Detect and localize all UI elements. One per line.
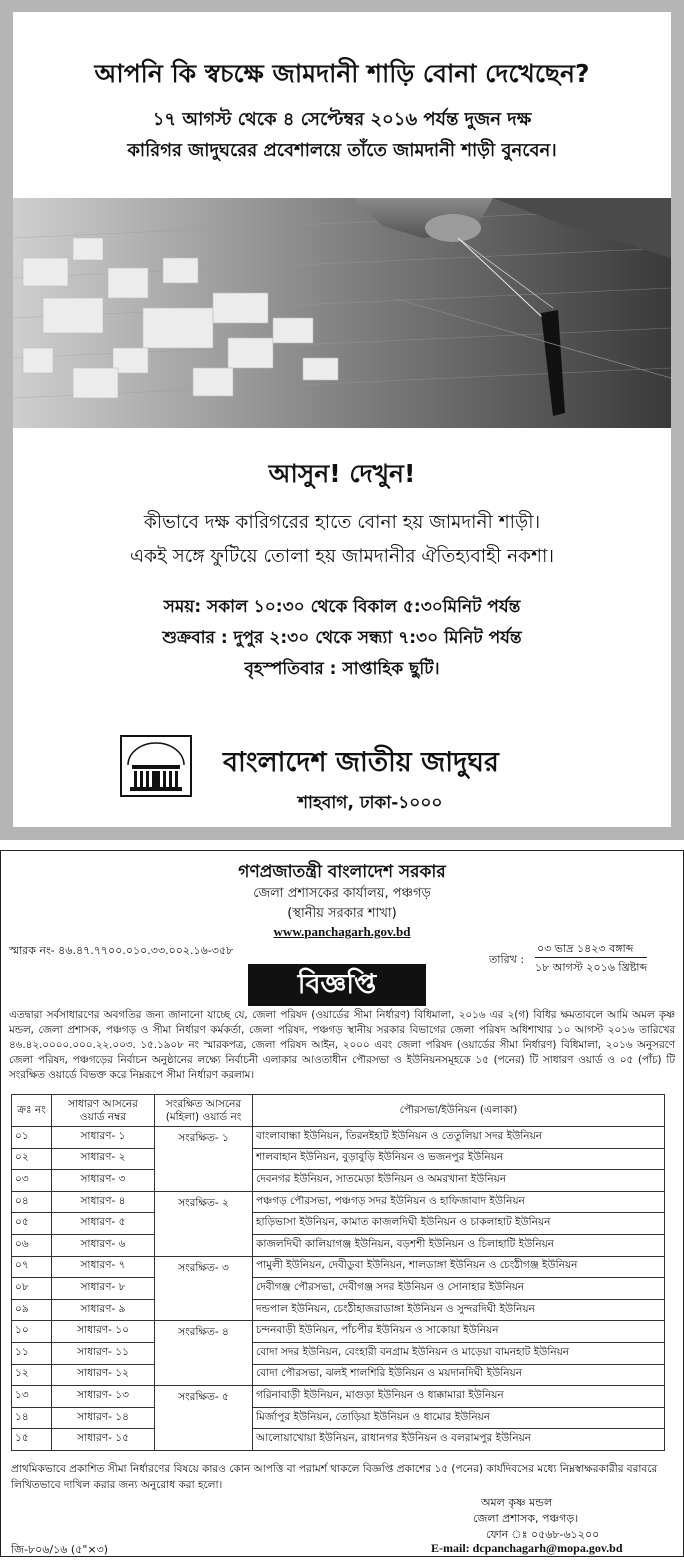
museum-address: শাহবাগ, ঢাকা-১০০০ <box>298 793 443 813</box>
ad-intro-line1: ১৭ আগস্ট থেকে ৪ সেপ্টেম্বর ২০১৬ পর্যন্ত দুজন দক্ষ <box>152 109 532 130</box>
general-ward-cell: সাধারণ- ২ <box>52 1148 155 1170</box>
ad-invite: আসুন! দেখুন! <box>268 459 416 488</box>
serial-cell: ০২ <box>12 1148 52 1170</box>
ad-body-line1: কীভাবে দক্ষ কারিগরের হাতে বোনা হয় জামদানী শাড়ী। <box>143 512 541 533</box>
table-header-row <box>12 1095 665 1127</box>
area-cell: গরিনাবাড়ী ইউনিয়ন, মাগুড়া ইউনিয়ন ও ধাক্কামারা ইউনিয়ন <box>253 1386 665 1408</box>
area-cell: দেবীগঞ্জ পৌরসভা, দেবীগঞ্জ সদর ইউনিয়ন ও সোনাহার ইউনিয়ন <box>253 1278 665 1300</box>
table-row <box>12 1148 665 1170</box>
reserved-ward-cell: সংরক্ষিত- ৩ <box>155 1256 253 1321</box>
area-cell: দন্ডপাল ইউনিয়ন, চেংঠীহাজরাডাঙ্গা ইউনিয়ন ও সুন্দরদিঘী ইউনিয়ন <box>253 1299 665 1321</box>
table-row <box>12 1191 665 1213</box>
date-english: ১৮ আগস্ট ২০১৬ খ্রিষ্টাব্দ <box>535 957 647 978</box>
general-ward-cell: সাধারণ- ১৩ <box>52 1386 155 1408</box>
table-row <box>12 1213 665 1235</box>
general-ward-cell: সাধারণ- ১১ <box>52 1342 155 1364</box>
general-ward-cell: সাধারণ- ১০ <box>52 1321 155 1343</box>
general-ward-cell: সাধারণ- ১৪ <box>52 1407 155 1429</box>
table-row <box>12 1342 665 1364</box>
general-ward-cell: সাধারণ- ৭ <box>52 1256 155 1278</box>
signatory-name: অমল কৃষ্ণ মন্ডল <box>481 1496 553 1509</box>
table-row <box>12 1321 665 1343</box>
ad-time-line1: সময়: সকাল ১০:৩০ থেকে বিকাল ৫:৩০মিনিট পর্যন্ত <box>163 597 521 617</box>
header-area: পৌরসভা/ইউনিয়ন (এলাকা) <box>253 1095 665 1127</box>
area-cell: পঞ্চগড় পৌরসভা, পঞ্চগড় সদর ইউনিয়ন ও হাফিজাবাদ ইউনিয়ন <box>253 1191 665 1213</box>
ad-intro-line2: কারিগর জাদুঘরের প্রবেশালয়ে তাঁতে জামদানী শাড়ী বুনবেন। <box>127 140 557 161</box>
ad-time-line2: শুক্রবার : দুপুর ২:৩০ থেকে সন্ধ্যা ৭:৩০ মিনিট পর্যন্ত <box>162 628 522 648</box>
branch-name: (স্থানীয় সরকার শাখা) <box>287 906 397 921</box>
table-row <box>12 1407 665 1429</box>
area-cell: আলোয়াখোয়া ইউনিয়ন, রাধানগর ইউনিয়ন ও বলরামপুর ইউনিয়ন <box>253 1429 665 1451</box>
area-cell: দেবনগর ইউনিয়ন, সাতমেড়া ইউনিয়ন ও অমরখানা ইউনিয়ন <box>253 1170 665 1192</box>
general-ward-cell: সাধারণ- ৫ <box>52 1213 155 1235</box>
serial-cell: ০৬ <box>12 1234 52 1256</box>
header-reserved-ward: সংরক্ষিত আসনের (মহিলা) ওয়ার্ড নং <box>155 1095 253 1127</box>
museum-logo-icon <box>120 735 192 797</box>
serial-cell: ১৩ <box>12 1386 52 1408</box>
area-cell: বোদা পৌরসভা, ঝলই শালশিরি ইউনিয়ন ও ময়দানদিঘী ইউনিয়ন <box>253 1364 665 1386</box>
table-row <box>12 1364 665 1386</box>
ward-table <box>11 1094 665 1451</box>
area-cell: পামুলী ইউনিয়ন, দেবীডুবা ইউনিয়ন, শালডাঙ্গা ইউনিয়ন ও চেংঠীগঞ্জ ইউনিয়ন <box>253 1256 665 1278</box>
footer-text: প্রাথমিকভাবে প্রকাশিত সীমা নির্ধারণের বিষয়ে কারও কোন আপত্তি বা পরামর্শ থাকলে বিজ্ঞপ্তি প্রকাশের ১৫ (পনের) কার্যদিবসের মধ্যে নিম্নস্বাক্ষরকারীর বরাবরে লিখিতভাবে দাখিল করার জন্য অনুরোধ করা হলো। <box>11 1463 658 1491</box>
reserved-ward-cell: সংরক্ষিত- ২ <box>155 1191 253 1256</box>
ad-intro <box>43 104 641 166</box>
government-notice <box>0 850 684 1557</box>
table-row <box>12 1127 665 1149</box>
area-cell: কাজলদিঘী কালিয়াগঞ্জ ইউনিয়ন, বড়শশী ইউনিয়ন ও চিলাহাটি ইউনিয়ন <box>253 1234 665 1256</box>
jamdani-weaving-photo <box>13 198 671 428</box>
email-address[interactable]: E-mail: dcpanchagarh@mopa.gov.bd <box>431 1541 623 1555</box>
notice-heading: বিজ্ঞপ্তি <box>248 964 426 1006</box>
ad-time-line3: বৃহস্পতিবার : সাপ্তাহিক ছুটি। <box>244 659 440 679</box>
ad-headline: আপনি কি স্বচক্ষে জামদানী শাড়ি বোনা দেখেছেন? <box>94 59 590 88</box>
serial-cell: ১৫ <box>12 1429 52 1451</box>
reserved-ward-cell: সংরক্ষিত- ৪ <box>155 1321 253 1386</box>
government-title: গণপ্রজাতন্ত্রী বাংলাদেশ সরকার <box>238 862 446 882</box>
ad-timings <box>33 592 651 685</box>
area-cell: বোদা সদর ইউনিয়ন, বেংহারী বনগ্রাম ইউনিয়ন ও মাড়েয়া বামনহাট ইউনিয়ন <box>253 1342 665 1364</box>
header-general-ward: সাধারণ আসনের ওয়ার্ড নম্বর <box>52 1095 155 1127</box>
general-ward-cell: সাধারণ- ৮ <box>52 1278 155 1300</box>
general-ward-cell: সাধারণ- ৬ <box>52 1234 155 1256</box>
serial-cell: ০৪ <box>12 1191 52 1213</box>
area-cell: শালবাহান ইউনিয়ন, বুড়াবুড়ি ইউনিয়ন ও ভজনপুর ইউনিয়ন <box>253 1148 665 1170</box>
serial-cell: ১০ <box>12 1321 52 1343</box>
ad-body-line2: একই সঙ্গে ফুটিয়ে তোলা হয় জামদানীর ঐতিহ্যবাহী নকশা। <box>130 546 554 567</box>
serial-cell: ০৭ <box>12 1256 52 1278</box>
serial-cell: ০৮ <box>12 1278 52 1300</box>
general-ward-cell: সাধারণ- ৯ <box>52 1299 155 1321</box>
table-row <box>12 1386 665 1408</box>
date-bangla: ০৩ ভাদ্র ১৪২৩ বঙ্গাব্দ <box>537 942 634 955</box>
serial-cell: ০১ <box>12 1127 52 1149</box>
area-cell: মির্জাপুর ইউনিয়ন, তোড়িয়া ইউনিয়ন ও ধামোর ইউনিয়ন <box>253 1407 665 1429</box>
ad-code: জি-৮০৬/১৬ (৫"×৩) <box>11 1543 109 1556</box>
general-ward-cell: সাধারণ- ৪ <box>52 1191 155 1213</box>
general-ward-cell: সাধারণ- ১ <box>52 1127 155 1149</box>
serial-cell: ১২ <box>12 1364 52 1386</box>
serial-cell: ০৫ <box>12 1213 52 1235</box>
office-name: জেলা প্রশাসকের কার্যালয়, পঞ্চগড় <box>253 886 431 901</box>
area-cell: বাংলাবান্ধা ইউনিয়ন, তিরনইহাট ইউনিয়ন ও তেতুলিয়া সদর ইউনিয়ন <box>253 1127 665 1149</box>
serial-cell: ০৩ <box>12 1170 52 1192</box>
museum-name: বাংলাদেশ জাতীয় জাদুঘর <box>223 747 499 778</box>
table-row <box>12 1278 665 1300</box>
advertisement-panel <box>13 12 671 827</box>
signatory-phone: ফোন ঃ ০৫৬৮-৬১২০০ <box>486 1528 600 1541</box>
table-row <box>12 1429 665 1451</box>
table-row <box>12 1299 665 1321</box>
ad-body <box>33 506 651 574</box>
area-cell: হাড়িভাসা ইউনিয়ন, কামাত কাজলদিঘী ইউনিয়ন ও চাকলাহাট ইউনিয়ন <box>253 1213 665 1235</box>
notice-paragraph: এতদ্বারা সর্বসাধারণের অবগতির জন্য জানানো যাচ্ছে যে, জেলা পরিষদ (ওয়ার্ডের সীমা নির্ধারণ) বিধিমালা, ২০১৬ এর ২(গ) বিধির ক্ষমতাবলে আমি অমল কৃষ্ণ মন্ডল, জেলা প্রশাসক, পঞ্চগড় ও সীমা নির্ধারণ কর্মকর্তা, জেলা পরিষদ, পঞ্চগড় স্থানীয় সরকার বিভাগের জেলা পরিষদ অধিশাখার ১০ আগস্ট ২০১৬ তারিখের ৪৬.৪২.০০০০.০০০.২২.০০৩. ১৫.১৯০৮ নং স্মারকপত্র, জেলা পরিষদ আইন, ২০০০ এবং জেলা পরিষদ (ওয়ার্ডের সীমা নির্ধারণ) বিধিমালা, ২০১৬ অনুসরণে জেলা পরিষদ, পঞ্চগড়ের নির্বাচন অনুষ্ঠানের লক্ষ্যে নির্বাচনী এলাকার আওতাধীন পৌরসভা ও ইউনিয়নসমূহকে ১৫ (পনের) টি সাধারণ ওয়ার্ড ও ০৫ (পাঁচ) টি সংরক্ষিত ওয়ার্ডে বিভক্ত করে নিম্নরূপে সীমা নির্ধারণ করলাম। <box>9 1009 675 1081</box>
area-cell: চন্দনবাড়ী ইউনিয়ন, পাঁচপীর ইউনিয়ন ও সাকোয়া ইউনিয়ন <box>253 1321 665 1343</box>
serial-cell: ১৪ <box>12 1407 52 1429</box>
date-label: তারিখ : <box>489 953 525 966</box>
table-row <box>12 1256 665 1278</box>
serial-cell: ১১ <box>12 1342 52 1364</box>
weaving-illustration <box>13 198 671 428</box>
general-ward-cell: সাধারণ- ১২ <box>52 1364 155 1386</box>
signatory-title: জেলা প্রশাসক, পঞ্চগড়। <box>473 1512 579 1525</box>
reference-number: স্মারক নং- ৪৬.৪৭.৭৭০০.০১০.৩৩.০০২.১৬-৩৫৮ <box>9 944 234 957</box>
table-row <box>12 1234 665 1256</box>
header-serial: ক্রঃ নং <box>12 1095 52 1127</box>
website-link[interactable]: www.panchagarh.gov.bd <box>273 924 411 939</box>
table-row <box>12 1170 665 1192</box>
reserved-ward-cell: সংরক্ষিত- ৫ <box>155 1386 253 1451</box>
reserved-ward-cell: সংরক্ষিত- ১ <box>155 1127 253 1192</box>
general-ward-cell: সাধারণ- ৩ <box>52 1170 155 1192</box>
serial-cell: ০৯ <box>12 1299 52 1321</box>
general-ward-cell: সাধারণ- ১৫ <box>52 1429 155 1451</box>
